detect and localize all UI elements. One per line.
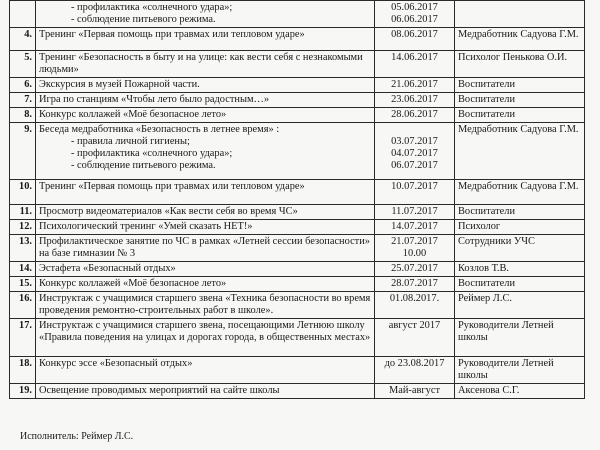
date-value: август 2017: [388, 320, 441, 331]
responsible-cell: Аксенова С.Г.: [455, 384, 585, 399]
date-cell: [375, 384, 455, 399]
event-cell: [36, 357, 375, 384]
event-title: Беседа медработника «Безопасность в летнее время» :: [39, 124, 280, 135]
event-cell: [36, 384, 375, 399]
row-number: 15.: [10, 277, 36, 292]
responsible-cell: Воспитатели: [455, 108, 585, 123]
row-number: 10.: [10, 180, 36, 205]
table-row: [10, 108, 585, 123]
date-value: 03.07.2017: [391, 136, 438, 147]
date-value: 21.07.2017: [391, 236, 438, 247]
row-number: [10, 1, 36, 28]
event-title: Профилактическое занятие по ЧС в рамках «Летней сессии безопасности» на базе гимназии № 3: [39, 236, 370, 259]
date-cell: [375, 262, 455, 277]
date-value: 08.06.2017: [391, 29, 438, 40]
event-title: Инструктаж с учащимися старшего звена «Техника безопасности во время проведения ремонтно-строительных работ в школе».: [39, 293, 371, 316]
date-value: 25.07.2017: [391, 263, 438, 274]
date-cell: [375, 205, 455, 220]
event-subitem: - соблюдение питьевого режима.: [71, 160, 216, 171]
table-row: [10, 180, 585, 205]
row-number: 13.: [10, 235, 36, 262]
date-cell: [375, 180, 455, 205]
event-cell: [36, 180, 375, 205]
event-title: Конкурс коллажей «Моё безопасное лето»: [39, 109, 227, 120]
date-value: [378, 124, 451, 136]
date-value: 05.06.2017: [391, 2, 438, 13]
row-number: 11.: [10, 205, 36, 220]
date-value: 06.07.2017: [391, 160, 438, 171]
responsible-cell: Медработник Садуова Г.М.: [455, 123, 585, 180]
responsible-cell: Козлов Т.В.: [455, 262, 585, 277]
date-cell: [375, 357, 455, 384]
event-title: Экскурсия в музей Пожарной части.: [39, 79, 200, 90]
event-cell: [36, 28, 375, 51]
responsible-cell: Воспитатели: [455, 78, 585, 93]
date-cell: [375, 235, 455, 262]
table-row: [10, 277, 585, 292]
row-number: 4.: [10, 28, 36, 51]
date-cell: [375, 78, 455, 93]
responsible-cell: Руководители Летней школы: [455, 319, 585, 357]
responsible-cell: Психолог: [455, 220, 585, 235]
date-cell: [375, 292, 455, 319]
date-value: 04.07.2017: [391, 148, 438, 159]
responsible-cell: Воспитатели: [455, 205, 585, 220]
date-cell: [375, 93, 455, 108]
event-cell: [36, 220, 375, 235]
table-row: [10, 205, 585, 220]
date-cell: [375, 28, 455, 51]
table-row: [10, 357, 585, 384]
table-row: [10, 78, 585, 93]
responsible-cell: Воспитатели: [455, 277, 585, 292]
row-number: 5.: [10, 51, 36, 78]
responsible-cell: Сотрудники УЧС: [455, 235, 585, 262]
event-cell: [36, 1, 375, 28]
event-cell: [36, 205, 375, 220]
event-subitem: - профилактика «солнечного удара»;: [71, 2, 233, 13]
table-row: [10, 235, 585, 262]
event-title: Конкурс коллажей «Моё безопасное лето»: [39, 278, 227, 289]
date-value: 28.06.2017: [391, 109, 438, 120]
table-row: [10, 123, 585, 180]
date-value: 01.08.2017.: [389, 293, 440, 304]
responsible-cell: [455, 1, 585, 28]
date-cell: [375, 123, 455, 180]
event-cell: [36, 319, 375, 357]
responsible-cell: Воспитатели: [455, 93, 585, 108]
event-title: Тренинг «Первая помощь при травмах или тепловом ударе»: [39, 181, 305, 192]
table-row: [10, 319, 585, 357]
date-value: Май-август: [389, 385, 440, 396]
event-subitem: - соблюдение питьевого режима.: [71, 14, 216, 25]
event-cell: [36, 93, 375, 108]
table-row: [10, 1, 585, 28]
date-value: 14.06.2017: [391, 52, 438, 63]
responsible-cell: Медработник Садуова Г.М.: [455, 180, 585, 205]
date-value: до 23.08.2017: [384, 358, 445, 369]
row-number: 9.: [10, 123, 36, 180]
date-value: 21.06.2017: [391, 79, 438, 90]
event-cell: [36, 51, 375, 78]
event-cell: [36, 262, 375, 277]
event-subitem: - правила личной гигиены;: [71, 136, 190, 147]
table-row: [10, 28, 585, 51]
event-title: Психологический тренинг «Умей сказать НЕТ!»: [39, 221, 253, 232]
event-cell: [36, 292, 375, 319]
event-subitem: - профилактика «солнечного удара»;: [71, 148, 233, 159]
executor-footer: Исполнитель: Реймер Л.С.: [20, 431, 134, 442]
responsible-cell: Медработник Садуова Г.М.: [455, 28, 585, 51]
event-title: Просмотр видеоматериалов «Как вести себя во время ЧС»: [39, 206, 298, 217]
date-cell: [375, 319, 455, 357]
date-value: 10.07.2017: [391, 181, 438, 192]
row-number: 7.: [10, 93, 36, 108]
row-number: 17.: [10, 319, 36, 357]
event-cell: [36, 235, 375, 262]
events-table-body: [10, 1, 585, 399]
event-title: Эстафета «Безопасный отдых»: [39, 263, 176, 274]
date-value: 28.07.2017: [391, 278, 438, 289]
event-title: Освещение проводимых мероприятий на сайте школы: [39, 385, 280, 396]
table-row: [10, 292, 585, 319]
row-number: 6.: [10, 78, 36, 93]
table-row: [10, 93, 585, 108]
date-value: 06.06.2017: [391, 14, 438, 25]
date-value: 23.06.2017: [391, 94, 438, 105]
event-cell: [36, 277, 375, 292]
date-value: 14.07.2017: [391, 221, 438, 232]
date-value: 10.00: [402, 248, 427, 259]
event-title: Конкурс эссе «Безопасный отдых»: [39, 358, 193, 369]
responsible-cell: Реймер Л.С.: [455, 292, 585, 319]
table-row: [10, 262, 585, 277]
date-cell: [375, 1, 455, 28]
row-number: 14.: [10, 262, 36, 277]
row-number: 8.: [10, 108, 36, 123]
row-number: 18.: [10, 357, 36, 384]
event-cell: [36, 78, 375, 93]
event-title: Тренинг «Безопасность в быту и на улице: как вести себя с незнакомыми людьми»: [39, 52, 363, 75]
table-row: [10, 384, 585, 399]
row-number: 16.: [10, 292, 36, 319]
event-title: Игра по станциям «Чтобы лето было радостным…»: [39, 94, 270, 105]
date-cell: [375, 108, 455, 123]
date-cell: [375, 277, 455, 292]
event-cell: [36, 108, 375, 123]
date-value: 11.07.2017: [391, 206, 438, 217]
table-row: [10, 51, 585, 78]
responsible-cell: Руководители Летней школы: [455, 357, 585, 384]
date-cell: [375, 220, 455, 235]
events-table: [9, 0, 585, 399]
event-title: Тренинг «Первая помощь при травмах или тепловом ударе»: [39, 29, 305, 40]
event-cell: [36, 123, 375, 180]
responsible-cell: Психолог Пенькова О.И.: [455, 51, 585, 78]
row-number: 19.: [10, 384, 36, 399]
date-cell: [375, 51, 455, 78]
row-number: 12.: [10, 220, 36, 235]
table-row: [10, 220, 585, 235]
event-title: Инструктаж с учащимися старшего звена, посещающими Летнюю школу «Правила поведения на улицах и дорогах города, в общественных местах»: [39, 320, 371, 343]
